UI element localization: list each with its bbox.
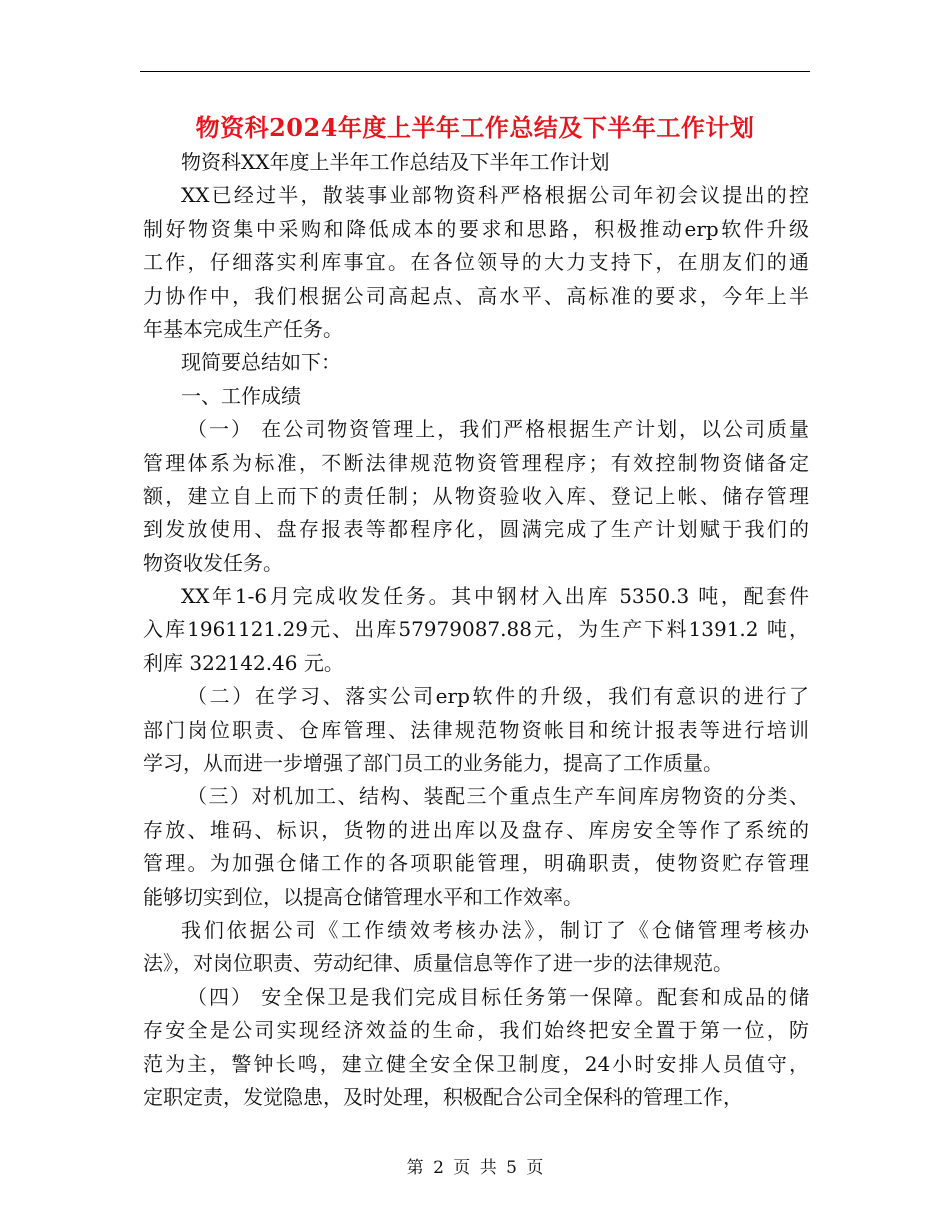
header-rule (140, 71, 810, 72)
paragraph (143, 380, 809, 413)
paragraph (143, 914, 809, 981)
text-line: 制好物资集中采购和降低成本的要求和思路，积极推动erp软件升级 (143, 216, 809, 241)
text-line: 存放、堆码、标识，货物的进出库以及盘存、库房安全等作了系统的 (143, 817, 809, 842)
text-line: 能够切实到位，以提高仓储管理水平和工作效率。 (143, 884, 583, 909)
text-line: 法》，对岗位职责、劳动纪律、质量信息等作了进一步的法律规范。 (143, 951, 733, 976)
text-line: 学习，从而进一步增强了部门员工的业务能力，提高了工作质量。 (143, 751, 723, 776)
paragraph (143, 981, 809, 1115)
text-line: XX年1-6月完成收发任务。其中钢材入出库 5350.3 吨，配套件 (181, 584, 809, 609)
page-number: 第 2 页 共 5 页 (406, 1158, 544, 1178)
text-line: （二）在学习、落实公司erp软件的升级，我们有意识的进行了 (187, 684, 809, 709)
paragraph (143, 580, 809, 680)
text-line: （四） 安全保卫是我们完成目标任务第一保障。配套和成品的储 (187, 984, 809, 1009)
text-line: 年基本完成生产任务。 (143, 316, 343, 341)
text-line: （一） 在公司物资管理上，我们严格根据生产计划，以公司质量 (187, 417, 809, 442)
document-body (143, 146, 809, 1114)
text-line: 管理。为加强仓储工作的各项职能管理，明确职责，使物资贮存管理 (143, 851, 809, 876)
text-line: （三）对机加工、结构、装配三个重点生产车间库房物资的分类、 (187, 784, 809, 809)
text-line: 工作，仔细落实利库事宜。在各位领导的大力支持下，在朋友们的通 (143, 250, 809, 275)
text-line: 现简要总结如下： (181, 350, 341, 375)
text-line: 我们依据公司《工作绩效考核办法》，制订了《仓储管理考核办 (181, 917, 809, 942)
document-title: 物资科2024年度上半年工作总结及下半年工作计划 (195, 113, 755, 142)
text-line: 定职定责，发觉隐患，及时处理，积极配合公司全保科的管理工作， (143, 1084, 743, 1109)
text-line: 物资科XX年度上半年工作总结及下半年工作计划 (181, 150, 610, 174)
paragraph (143, 780, 809, 914)
text-line: 入库1961121.29元、出库57979087.88元，为生产下料1391.2 吨， (143, 617, 809, 642)
text-line: 到发放使用、盘存报表等都程序化，圆满完成了生产计划赋于我们的 (143, 517, 809, 542)
text-line: 部门岗位职责、仓库管理、法律规范物资帐目和统计报表等进行培训 (143, 717, 809, 742)
text-line: 一、工作成绩 (181, 383, 301, 408)
text-line: 范为主，警钟长鸣，建立健全安全保卫制度，24小时安排人员值守， (143, 1051, 809, 1076)
text-line: 物资收发任务。 (143, 550, 283, 575)
text-line: 利库 322142.46 元。 (143, 650, 344, 675)
paragraph (143, 680, 809, 780)
text-line: 存安全是公司实现经济效益的生命，我们始终把安全置于第一位，防 (143, 1018, 809, 1043)
text-line: 额，建立自上而下的责任制；从物资验收入库、登记上帐、储存管理 (143, 483, 809, 508)
paragraph (143, 146, 809, 179)
text-line: XX已经过半，散装事业部物资科严格根据公司年初会议提出的控 (181, 183, 809, 208)
text-line: 管理体系为标准，不断法律规范物资管理程序；有效控制物资储备定 (143, 450, 809, 475)
paragraph (143, 413, 809, 580)
text-line: 力协作中，我们根据公司高起点、高水平、高标准的要求，今年上半 (143, 283, 809, 308)
paragraph (143, 179, 809, 346)
paragraph (143, 346, 809, 379)
